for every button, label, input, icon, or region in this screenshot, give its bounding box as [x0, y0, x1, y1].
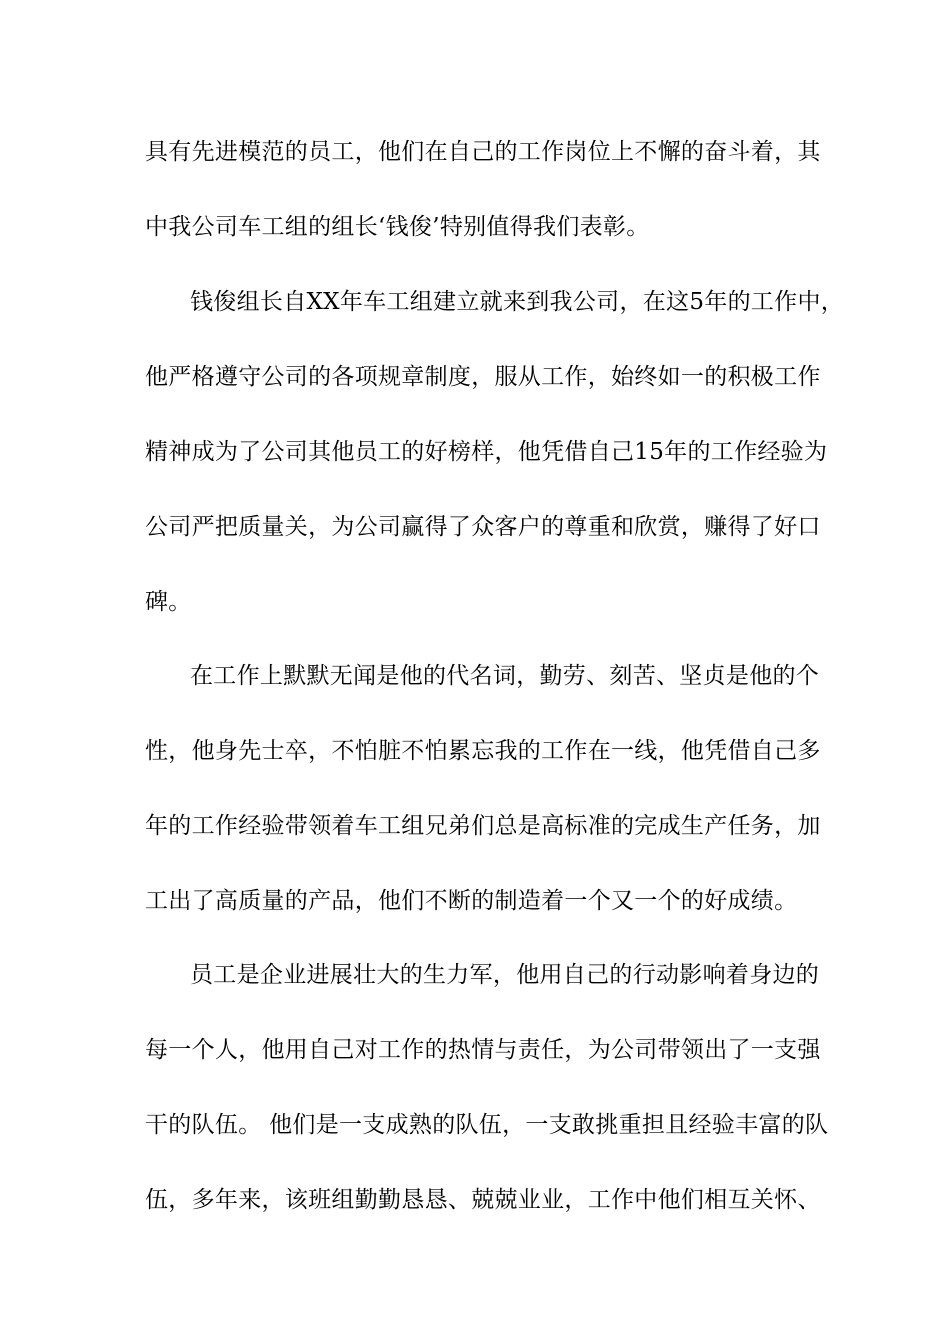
text-line: 伍，多年来，该班组勤勤恳恳、兢兢业业，工作中他们相互关怀、 — [145, 1187, 821, 1213]
text-line: 公司严把质量关，为公司赢得了众客户的尊重和欣赏，赚得了好口 — [145, 514, 821, 540]
text-line: 每一个人，他用自己对工作的热情与责任，为公司带领出了一支强 — [145, 1037, 821, 1063]
text-line: 具有先进模范的员工，他们在自己的工作岗位上不懈的奋斗着，其 — [145, 139, 821, 165]
text-line: 年的工作经验带领着车工组兄弟们总是高标准的完成生产任务，加 — [145, 813, 821, 839]
text-line: 性，他身先士卒，不怕脏不怕累忘我的工作在一线，他凭借自己多 — [145, 738, 821, 764]
paragraph-first-line: 员工是企业进展壮大的生力军，他用自己的行动影响着身边的 — [190, 962, 820, 988]
text-line: 碑。 — [145, 589, 192, 615]
paragraph-first-line: 钱俊组长自XX年车工组建立就来到我公司，在这5年的工作中， — [190, 289, 845, 315]
paragraph-first-line: 在工作上默默无闻是他的代名词，勤劳、刻苦、坚贞是他的个 — [190, 663, 820, 689]
text-line: 干的队伍。 他们是一支成熟的队伍，一支敢挑重担且经验丰富的队 — [145, 1112, 829, 1138]
text-line: 精神成为了公司其他员工的好榜样，他凭借自己15年的工作经验为 — [145, 439, 828, 465]
text-line: 中我公司车工组的组长‘钱俊’特别值得我们表彰。 — [145, 214, 650, 240]
text-line: 工出了高质量的产品，他们不断的制造着一个又一个的好成绩。 — [145, 888, 798, 914]
text-line: 他严格遵守公司的各项规章制度，服从工作，始终如一的积极工作 — [145, 364, 821, 390]
